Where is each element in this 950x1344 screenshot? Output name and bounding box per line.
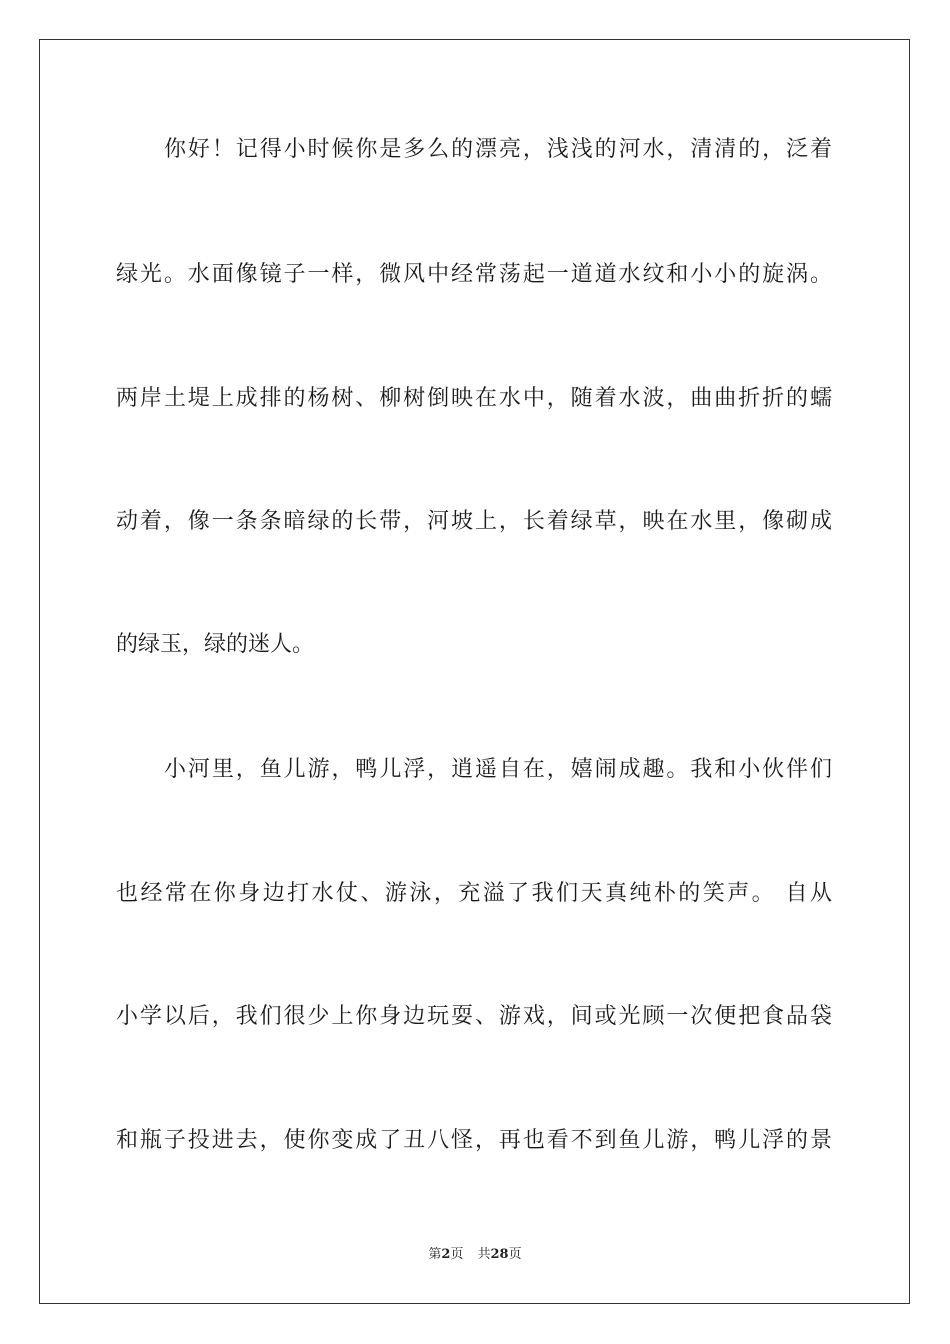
page-footer <box>0 1246 950 1264</box>
paragraph-1-line-2: 绿光。水面像镜子一样，微风中经常荡起一道道水纹和小小的旋涡。 <box>116 262 832 287</box>
paragraph-2-line-1: 小河里，鱼儿游，鸭儿浮，逍遥自在，嬉闹成趣。我和小伙伴们 <box>164 757 832 782</box>
paragraph-1-line-3: 两岸土堤上成排的杨树、柳树倒映在水中，随着水波，曲曲折折的蠕 <box>116 386 832 411</box>
page-border <box>39 39 910 1304</box>
paragraph-2-line-4: 和瓶子投进去，使你变成了丑八怪，再也看不到鱼儿游，鸭儿浮的景 <box>116 1128 832 1153</box>
page-number: 2 <box>441 1247 451 1262</box>
total-pages: 28 <box>490 1247 509 1262</box>
total-prefix: 共 <box>477 1247 491 1262</box>
page-prefix: 第 <box>428 1247 442 1262</box>
paragraph-1-line-5: 的绿玉，绿的迷人。 <box>116 632 315 657</box>
paragraph-2-line-2: 也经常在你身边打水仗、游泳，充溢了我们天真纯朴的笑声。 自从 <box>116 881 832 906</box>
page-suffix: 页 <box>450 1247 464 1262</box>
paragraph-1-line-4: 动着，像一条条暗绿的长带，河坡上，长着绿草，映在水里，像砌成 <box>116 509 832 534</box>
paragraph-2-line-3: 小学以后，我们很少上你身边玩耍、游戏，间或光顾一次便把食品袋 <box>116 1004 832 1029</box>
paragraph-1-line-1: 你好！记得小时候你是多么的漂亮，浅浅的河水，清清的，泛着 <box>164 137 832 162</box>
total-suffix: 页 <box>508 1247 522 1262</box>
